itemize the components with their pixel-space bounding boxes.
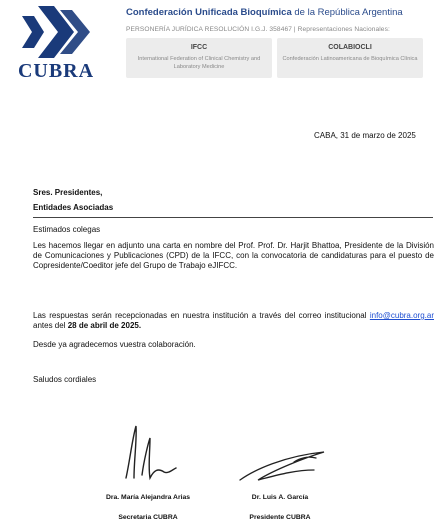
email-link[interactable]: info@cubra.org.ar xyxy=(369,311,434,320)
signatory-1-role: Secretaria CUBRA xyxy=(118,514,178,521)
body-paragraph-1: Les hacemos llegar en adjunto una carta en nombre del Prof. Prof. Dr. Harjit Bhattoa, Presidente de la División de Comunicaciones y Publicaciones (CPD) de la IFCC, con la convocatoria de candidaturas para el puesto de Copresidente/Coeditor jefe del Grupo de Trabajo eJIFCC. xyxy=(33,241,434,270)
signatory-2-name: Dr. Luis A. García xyxy=(251,494,309,501)
organization-title-rest: de la República Argentina xyxy=(291,7,403,18)
colabiocli-badge-title: COLABIOCLI xyxy=(328,44,372,51)
organization-title xyxy=(126,7,403,18)
signatory-2-role: Presidente CUBRA xyxy=(249,514,311,521)
signature-garcia-icon xyxy=(234,440,334,490)
deadline: 28 de abril de 2025. xyxy=(67,321,142,330)
closing: Saludos cordiales xyxy=(33,375,97,384)
recipient-line-2: Entidades Asociadas xyxy=(33,203,114,212)
signatory-1-name: Dra. María Alejandra Arias xyxy=(105,494,191,501)
divider xyxy=(33,217,433,218)
cubra-logo-icon xyxy=(20,4,92,60)
colabiocli-badge-subtitle: Confederación Latinoamericana de Bioquímica Clínica xyxy=(282,56,418,62)
organization-title-bold: Confederación Unificada Bioquímica xyxy=(126,7,292,18)
paragraph-2-mid: antes del xyxy=(33,321,68,330)
body-paragraph-2 xyxy=(33,311,434,331)
paragraph-2-start: Las respuestas serán recepcionadas en nuestra institución a través del correo institucional xyxy=(33,311,370,320)
colabiocli-badge xyxy=(277,38,423,78)
greeting: Estimados colegas xyxy=(33,225,101,234)
ifcc-badge-subtitle: International Federation of Clinical Chemistry and Laboratory Medicine xyxy=(137,56,261,70)
body-paragraph-3: Desde ya agradecemos vuestra colaboración. xyxy=(33,340,196,349)
logo-wordmark: CUBRA xyxy=(17,60,95,82)
ifcc-badge-title: IFCC xyxy=(190,44,208,51)
legal-registration: PERSONERÍA JURÍDICA RESOLUCIÓN I.G.J. 358467 | Representaciones Nacionales: xyxy=(126,26,390,33)
letter-date: CABA, 31 de marzo de 2025 xyxy=(314,131,416,140)
signature-arias-icon xyxy=(112,420,182,490)
recipient-line-1: Sres. Presidentes, xyxy=(33,188,103,197)
ifcc-badge xyxy=(126,38,272,78)
recipient-block xyxy=(33,185,113,215)
